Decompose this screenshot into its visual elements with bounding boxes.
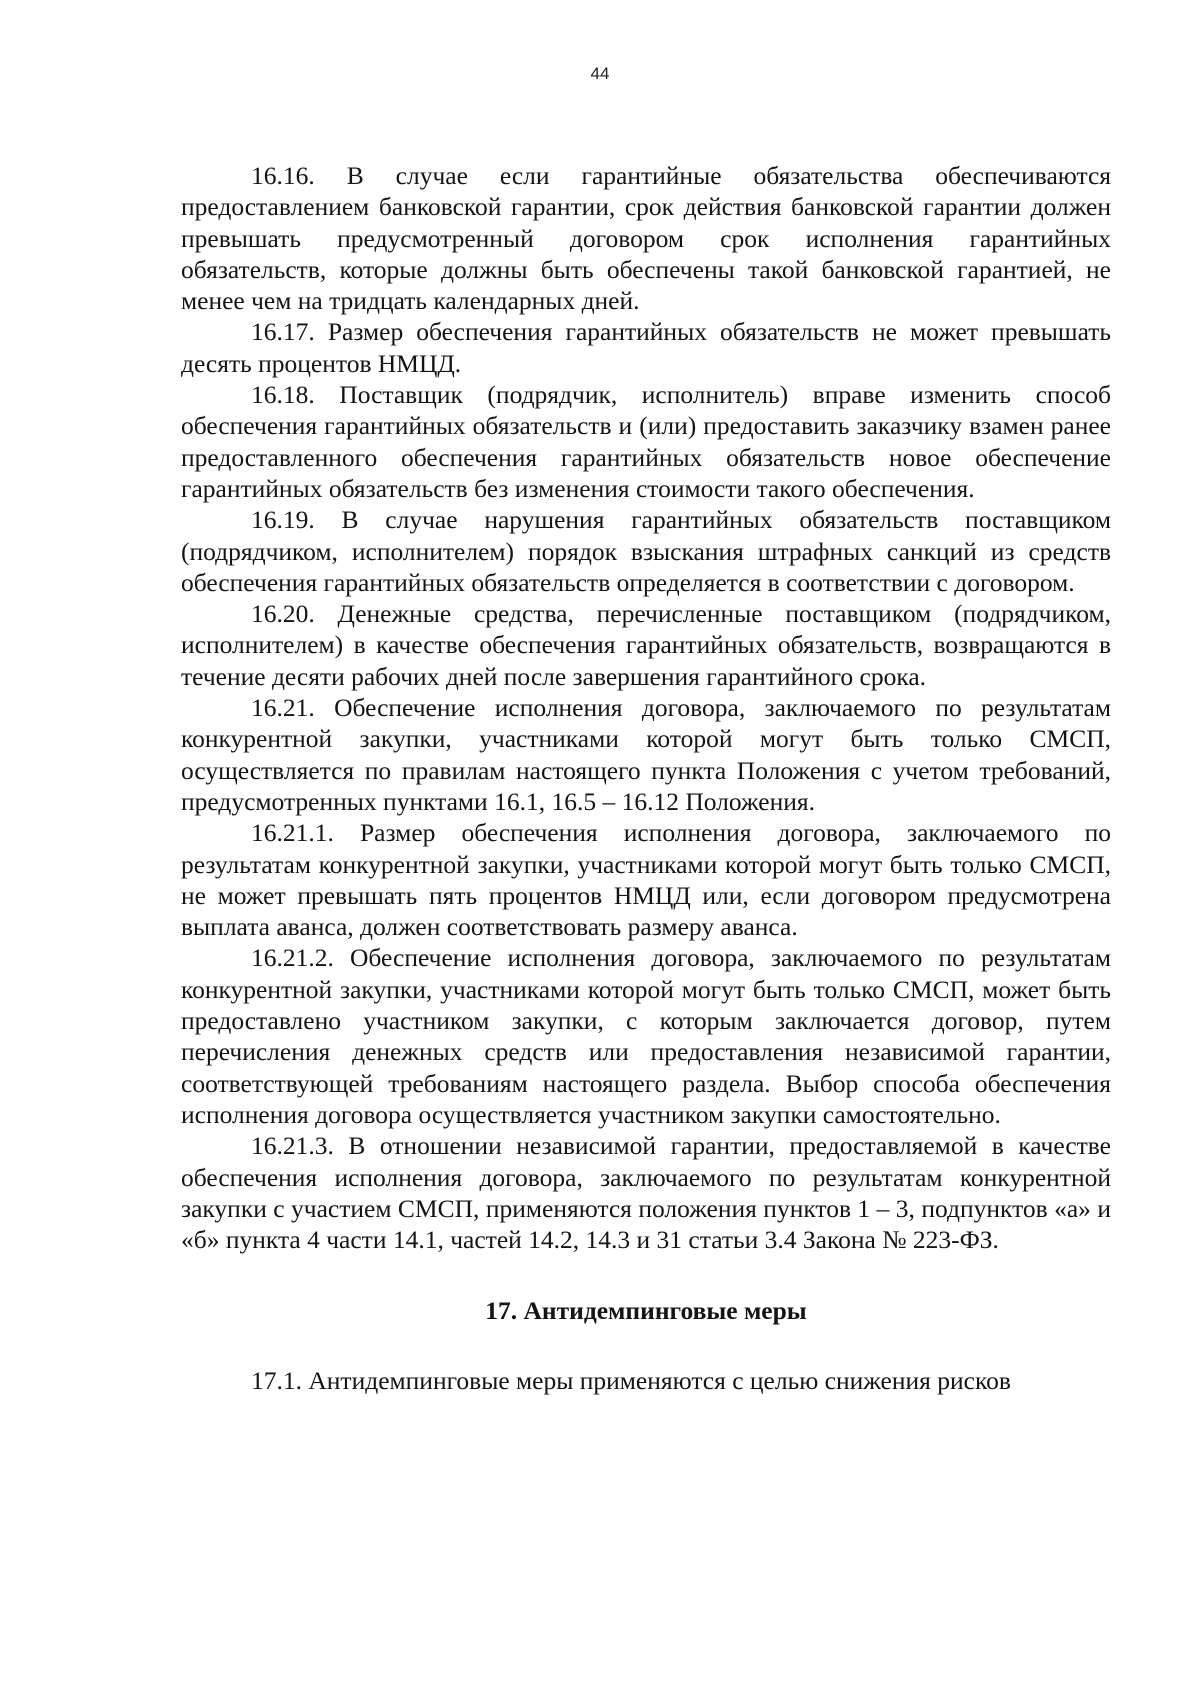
page-number: 44 (590, 64, 610, 83)
paragraph-16-17: 16.17. Размер обеспечения гарантийных обязательств не может превышать десять процентов НМЦД. (181, 317, 1111, 378)
paragraph-16-21-2: 16.21.2. Обеспечение исполнения договора, заключаемого по результатам конкурентной закупки, участниками которой могут быть только СМСП, может быть предоставлено участником закупки, с которым заключается договор, путем перечисления денежных средств или предоставления независимой гарантии, соответствующей требованиям настоящего раздела. Выбор способа обеспечения исполнения договора осуществляется участником закупки самостоятельно. (181, 943, 1111, 1129)
paragraph-16-19: 16.19. В случае нарушения гарантийных обязательств поставщиком (подрядчиком, исполнителем) порядок взыскания штрафных санкций из средств обеспечения гарантийных обязательств определяется в соответствии с договором. (181, 505, 1111, 597)
paragraph-16-21-3: 16.21.3. В отношении независимой гарантии, предоставляемой в качестве обеспечения исполнения договора, заключаемого по результатам конкурентной закупки с участием СМСП, применяются положения пунктов 1 – 3, подпунктов «а» и «б» пункта 4 части 14.1, частей 14.2, 14.3 и 31 статьи 3.4 Закона № 223-ФЗ. (181, 1131, 1111, 1255)
paragraph-16-21: 16.21. Обеспечение исполнения договора, заключаемого по результатам конкурентной закупки, участниками которой могут быть только СМСП, осуществляется по правилам настоящего пункта Положения с учетом требований, предусмотренных пунктами 16.1, 16.5 – 16.12 Положения. (181, 693, 1111, 816)
paragraph-16-18: 16.18. Поставщик (подрядчик, исполнитель) вправе изменить способ обеспечения гарантийных обязательств и (или) предоставить заказчику взамен ранее предоставленного обеспечения гарантийных обязательств новое обеспечение гарантийных обязательств без изменения стоимости такого обеспечения. (181, 380, 1111, 503)
paragraph-17-1: 17.1. Антидемпинговые меры применяются с целью снижения рисков (251, 1365, 1011, 1395)
paragraph-16-16: 16.16. В случае если гарантийные обязательства обеспечиваются предоставлением банковской гарантии, срок действия банковской гарантии должен превышать предусмотренный договором срок исполнения гарантийных обязательств, которые должны быть обеспечены такой банковской гарантией, не менее чем на тридцать календарных дней. (181, 161, 1111, 316)
paragraph-16-20: 16.20. Денежные средства, перечисленные поставщиком (подрядчиком, исполнителем) в качестве обеспечения гарантийных обязательств, возвращаются в течение десяти рабочих дней после завершения гарантийного срока. (181, 599, 1111, 691)
section-heading: 17. Антидемпинговые меры (485, 1296, 807, 1326)
document-body (181, 160, 1111, 1396)
paragraph-16-21-1: 16.21.1. Размер обеспечения исполнения договора, заключаемого по результатам конкурентной закупки, участниками которой могут быть только СМСП, не может превышать пять процентов НМЦД или, если договором предусмотрена выплата аванса, должен соответствовать размеру аванса. (181, 818, 1111, 942)
